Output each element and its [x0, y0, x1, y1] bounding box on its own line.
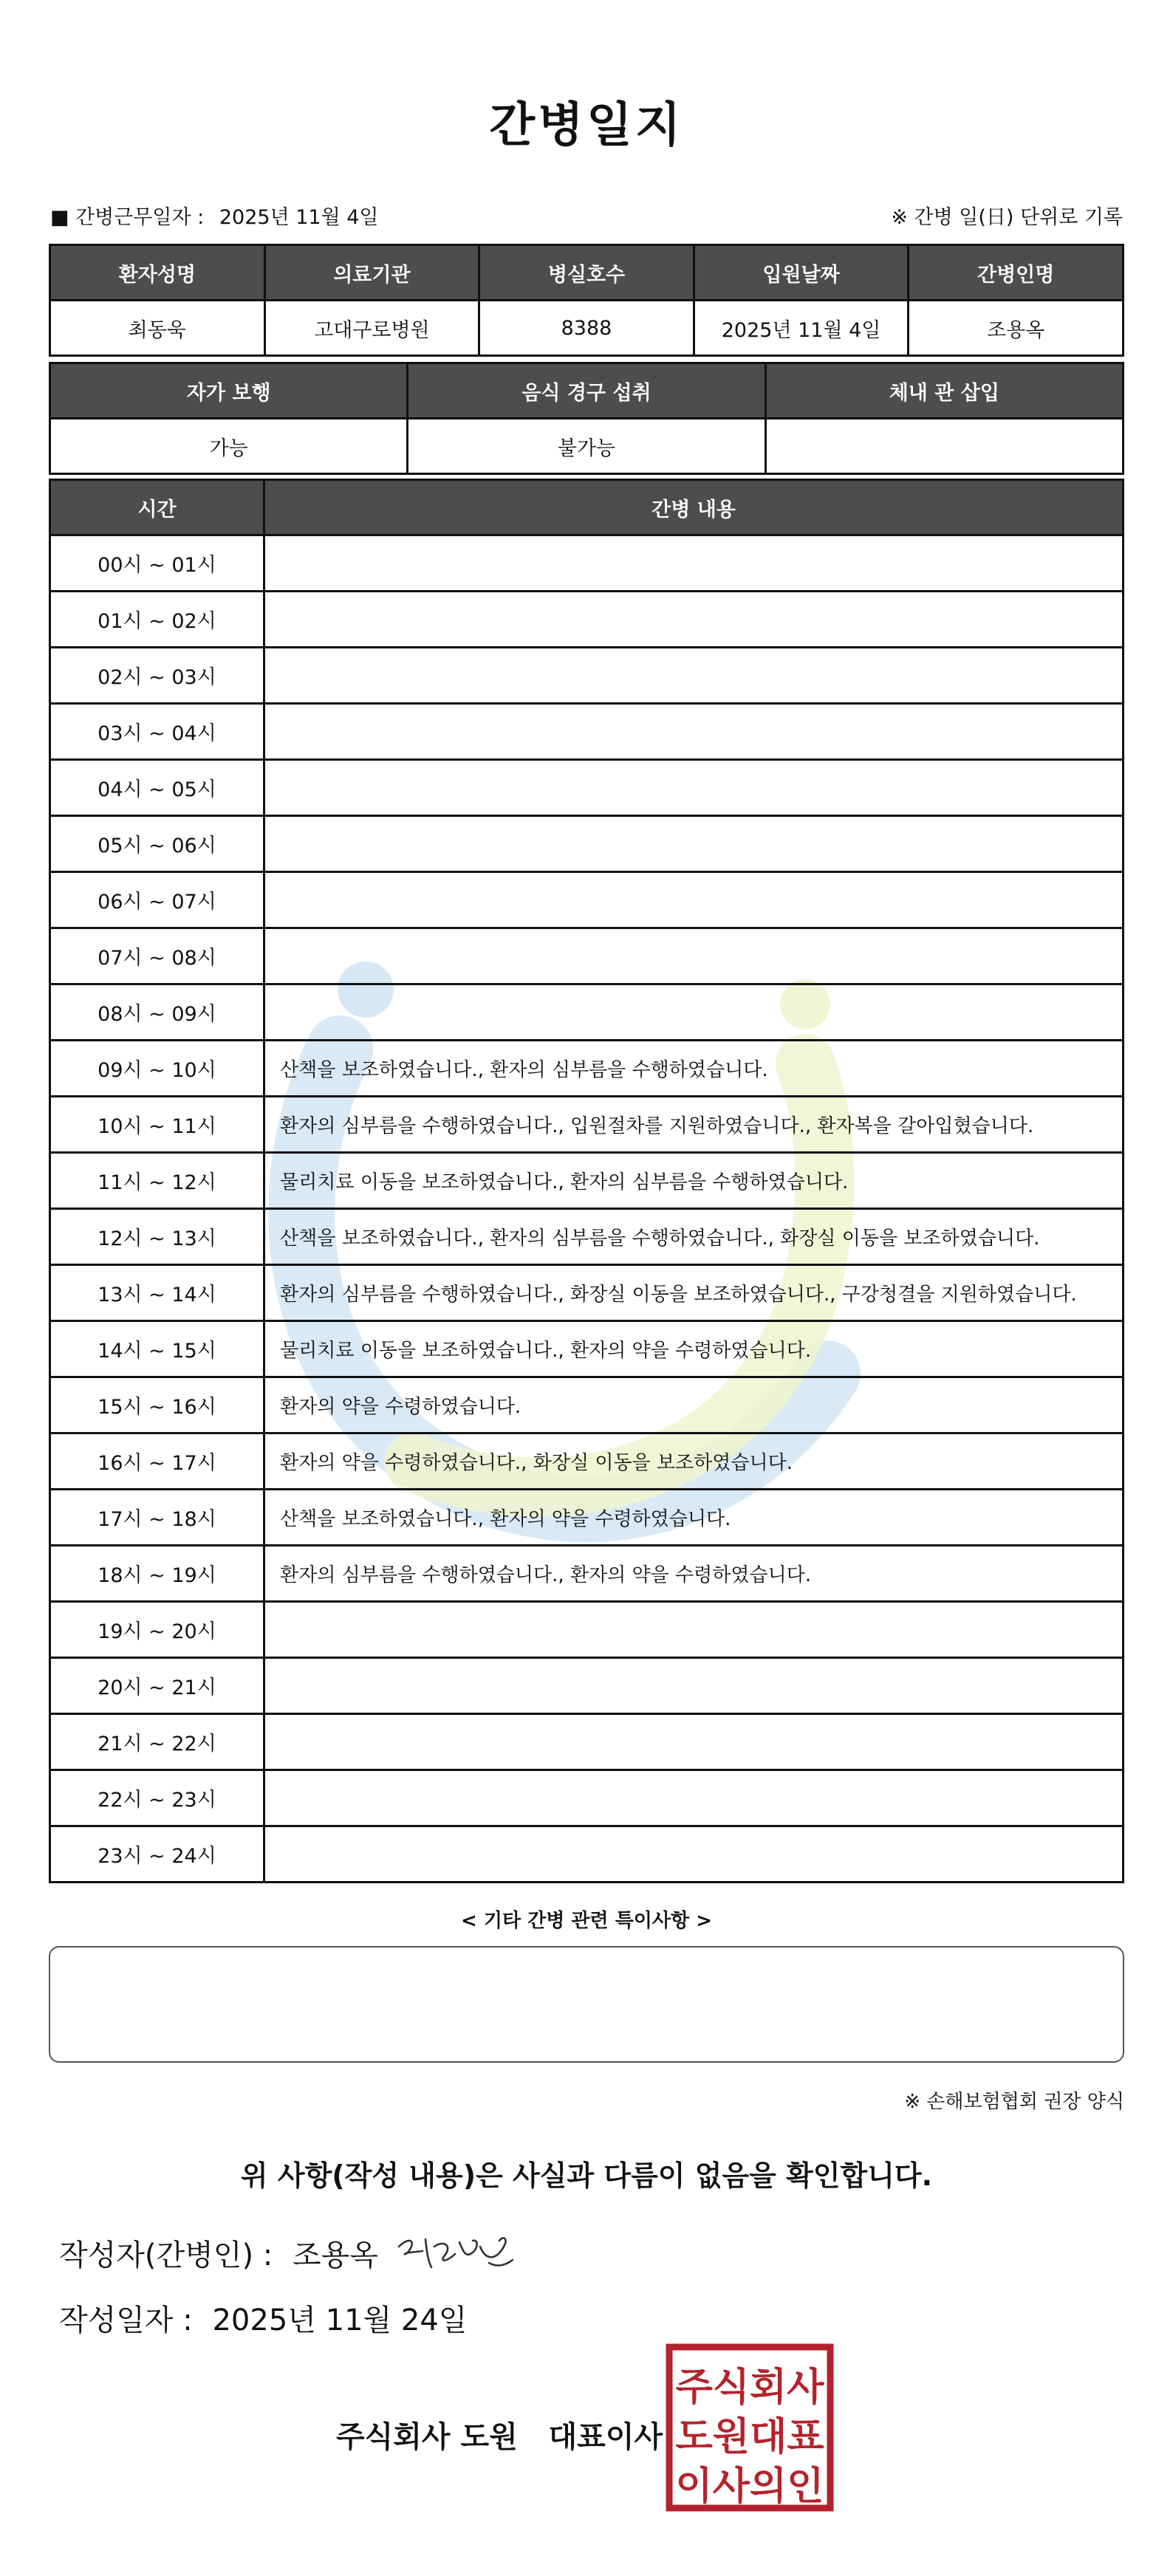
- log-row: [50, 1209, 1124, 1265]
- log-content: [264, 1602, 1124, 1658]
- log-row: [50, 1265, 1124, 1321]
- log-time: 07시 ~ 08시: [50, 928, 264, 984]
- log-time: 05시 ~ 06시: [50, 816, 264, 872]
- status-header-row: [50, 363, 1124, 419]
- log-time: 03시 ~ 04시: [50, 704, 264, 760]
- hospital-name: 고대구로병원: [264, 301, 479, 356]
- header-caregiver: 간병인명: [909, 245, 1124, 301]
- log-content: [264, 984, 1124, 1041]
- patient-info-table: [49, 244, 1124, 357]
- log-time: 04시 ~ 05시: [50, 760, 264, 816]
- log-row: [50, 592, 1124, 648]
- header-time: 시간: [50, 480, 264, 535]
- company-seal: [665, 2343, 835, 2512]
- log-row: [50, 648, 1124, 704]
- log-time: 10시 ~ 11시: [50, 1097, 264, 1153]
- work-date-value: 2025년 11월 4일: [219, 206, 379, 229]
- daily-record-note: ※ 간병 일(日) 단위로 기록: [891, 206, 1123, 229]
- log-time: 06시 ~ 07시: [50, 872, 264, 928]
- log-content: [264, 704, 1124, 760]
- log-content: [264, 928, 1124, 984]
- log-time: 21시 ~ 22시: [50, 1714, 264, 1770]
- log-time: 23시 ~ 24시: [50, 1826, 264, 1883]
- admission-date: 2025년 11월 4일: [694, 301, 909, 356]
- header-patient-name: 환자성명: [50, 245, 265, 301]
- remarks-title: < 기타 간병 관련 특이사항 >: [461, 1910, 712, 1932]
- log-content: [264, 1826, 1124, 1883]
- writer-label: 작성자(간병인) :: [59, 2238, 273, 2272]
- written-date-label: 작성일자 :: [59, 2303, 193, 2337]
- log-content: 환자의 심부름을 수행하였습니다., 입원절차를 지원하였습니다., 환자복을 갈아입혔습니다.: [264, 1097, 1124, 1153]
- log-content: 환자의 심부름을 수행하였습니다., 화장실 이동을 보조하였습니다., 구강청결을 지원하였습니다.: [264, 1265, 1124, 1321]
- confirmation-statement: 위 사항(작성 내용)은 사실과 다름이 없음을 확인합니다.: [240, 2159, 933, 2192]
- header-room: 병실호수: [479, 245, 694, 301]
- log-time: 11시 ~ 12시: [50, 1153, 264, 1209]
- log-content: [264, 535, 1124, 592]
- form-note: ※ 손해보험협회 권장 양식: [904, 2091, 1124, 2113]
- log-content: [264, 816, 1124, 872]
- log-content: [264, 1770, 1124, 1826]
- log-content: 산책을 보조하였습니다., 환자의 심부름을 수행하였습니다.: [264, 1041, 1124, 1097]
- work-date-line: [50, 201, 379, 230]
- seal-line-3: 이사의인: [675, 2464, 824, 2509]
- log-row: [50, 1770, 1124, 1826]
- log-time: 16시 ~ 17시: [50, 1433, 264, 1490]
- remarks-box: [49, 1946, 1124, 2063]
- log-time: 22시 ~ 23시: [50, 1770, 264, 1826]
- log-content: [264, 592, 1124, 648]
- log-time: 19시 ~ 20시: [50, 1602, 264, 1658]
- patient-value-row: [50, 301, 1124, 356]
- writer-line: [59, 2232, 378, 2274]
- patient-name: 최동욱: [50, 301, 265, 356]
- log-row: [50, 816, 1124, 872]
- log-content: [264, 1658, 1124, 1714]
- log-row: [50, 1658, 1124, 1714]
- log-row: [50, 872, 1124, 928]
- log-content: [264, 1714, 1124, 1770]
- log-content: 산책을 보조하였습니다., 환자의 약을 수령하였습니다.: [264, 1490, 1124, 1546]
- room-number: 8388: [479, 301, 694, 356]
- header-hospital: 의료기관: [264, 245, 479, 301]
- log-time: 18시 ~ 19시: [50, 1546, 264, 1602]
- log-time: 17시 ~ 18시: [50, 1490, 264, 1546]
- page-title: 간병일지: [489, 98, 684, 153]
- patient-status-table: [49, 362, 1124, 475]
- self-walking-value: 가능: [50, 419, 408, 474]
- log-header-row: [50, 480, 1124, 535]
- log-content: 물리치료 이동을 보조하였습니다., 환자의 약을 수령하였습니다.: [264, 1321, 1124, 1377]
- log-row: [50, 704, 1124, 760]
- log-row: [50, 1602, 1124, 1658]
- header-admission-date: 입원날짜: [694, 245, 909, 301]
- header-oral-intake: 음식 경구 섭취: [408, 363, 765, 419]
- log-row: [50, 1041, 1124, 1097]
- log-row: [50, 1377, 1124, 1433]
- log-time: 08시 ~ 09시: [50, 984, 264, 1041]
- log-content: [264, 760, 1124, 816]
- log-content: 산책을 보조하였습니다., 환자의 심부름을 수행하였습니다., 화장실 이동을 보조하였습니다.: [264, 1209, 1124, 1265]
- log-time: 02시 ~ 03시: [50, 648, 264, 704]
- log-content: [264, 648, 1124, 704]
- log-time: 01시 ~ 02시: [50, 592, 264, 648]
- patient-header-row: [50, 245, 1124, 301]
- log-row: [50, 1546, 1124, 1602]
- log-time: 15시 ~ 16시: [50, 1377, 264, 1433]
- written-date-value: 2025년 11월 24일: [212, 2303, 468, 2337]
- log-row: [50, 928, 1124, 984]
- oral-intake-value: 불가능: [408, 419, 765, 474]
- log-content: [264, 872, 1124, 928]
- log-time: 00시 ~ 01시: [50, 535, 264, 592]
- log-row: [50, 1714, 1124, 1770]
- log-content: 환자의 약을 수령하였습니다.: [264, 1377, 1124, 1433]
- log-row: [50, 1321, 1124, 1377]
- handwritten-signature: [393, 2224, 519, 2276]
- log-row: [50, 535, 1124, 592]
- log-time: 14시 ~ 15시: [50, 1321, 264, 1377]
- status-value-row: [50, 419, 1124, 474]
- log-time: 09시 ~ 10시: [50, 1041, 264, 1097]
- log-row: [50, 1153, 1124, 1209]
- written-date-line: [59, 2297, 467, 2339]
- log-row: [50, 1490, 1124, 1546]
- log-content: 환자의 심부름을 수행하였습니다., 환자의 약을 수령하였습니다.: [264, 1546, 1124, 1602]
- log-row: [50, 760, 1124, 816]
- log-row: [50, 1097, 1124, 1153]
- header-self-walking: 자가 보행: [50, 363, 408, 419]
- seal-line-2: 도원대표: [675, 2415, 824, 2459]
- header-care-content: 간병 내용: [264, 480, 1124, 535]
- log-row: [50, 984, 1124, 1041]
- log-content: 물리치료 이동을 보조하였습니다., 환자의 심부름을 수행하였습니다.: [264, 1153, 1124, 1209]
- seal-line-1: 주식회사: [675, 2366, 824, 2410]
- care-log-table: [49, 479, 1124, 1883]
- company-representative: 주식회사 도원 대표이사: [336, 2420, 663, 2454]
- log-row: [50, 1433, 1124, 1490]
- caregiver-name: 조용옥: [909, 301, 1124, 356]
- tube-insertion-value: [765, 419, 1123, 474]
- header-tube-insertion: 체내 관 삽입: [765, 363, 1123, 419]
- log-time: 20시 ~ 21시: [50, 1658, 264, 1714]
- log-body: [50, 535, 1124, 1883]
- log-content: 환자의 약을 수령하였습니다., 화장실 이동을 보조하였습니다.: [264, 1433, 1124, 1490]
- log-time: 12시 ~ 13시: [50, 1209, 264, 1265]
- log-row: [50, 1826, 1124, 1883]
- log-time: 13시 ~ 14시: [50, 1265, 264, 1321]
- work-date-label: ■ 간병근무일자 :: [50, 206, 205, 229]
- writer-name: 조용옥: [292, 2238, 378, 2272]
